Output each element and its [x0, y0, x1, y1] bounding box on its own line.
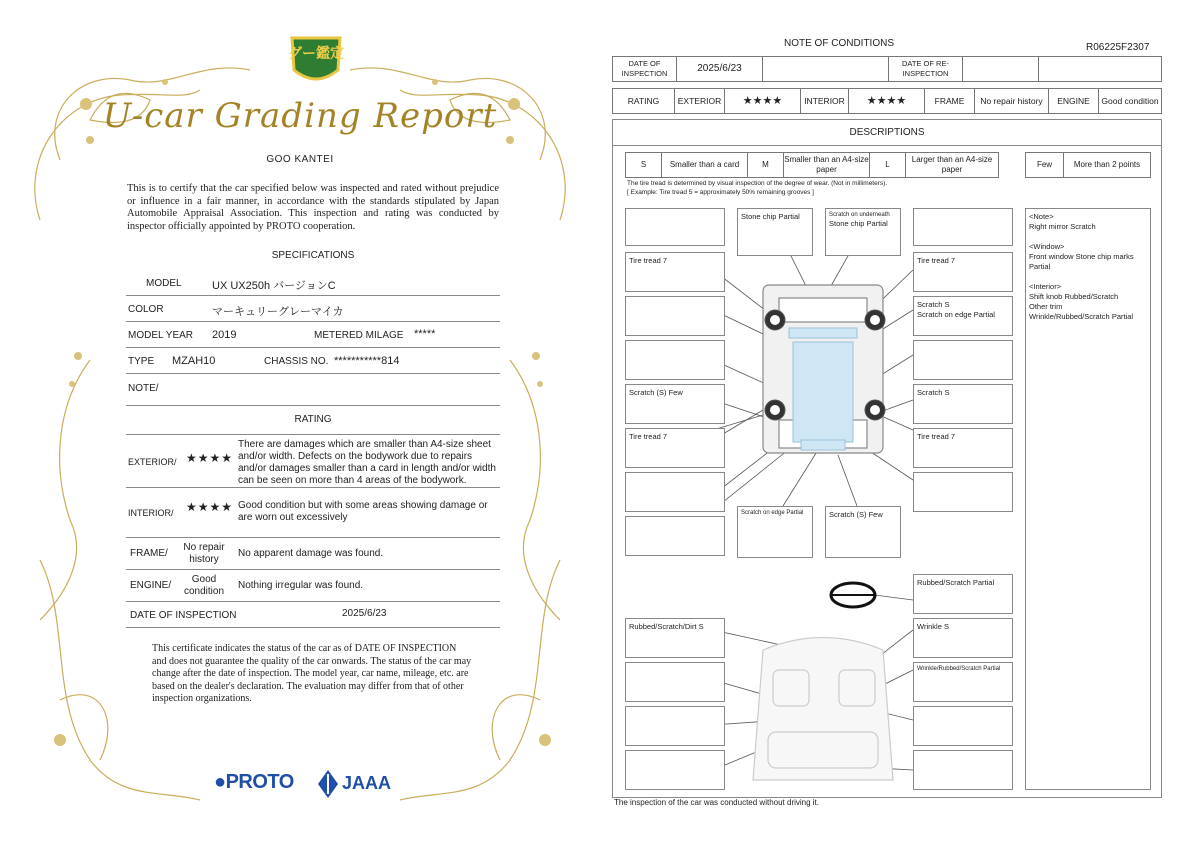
- legend-few-desc: More than 2 points: [1064, 153, 1151, 178]
- specifications-heading: SPECIFICATIONS: [271, 250, 355, 261]
- condition-box: [625, 706, 725, 746]
- condition-box: [913, 706, 1013, 746]
- condition-box: [625, 340, 725, 380]
- condition-box: [913, 750, 1013, 790]
- condition-box: [625, 296, 725, 336]
- condition-box-scratch-few-rear: Scratch (S) Few: [825, 506, 901, 558]
- condition-box: [625, 750, 725, 790]
- note-of-conditions-sheet: [600, 0, 1200, 848]
- engine-row: [126, 570, 500, 602]
- frame-description: No apparent damage was found.: [238, 548, 384, 559]
- frame-label: FRAME: [925, 89, 975, 114]
- condition-box-scratch-right: [913, 296, 1013, 336]
- exterior-stars: ★★★★: [725, 89, 801, 114]
- exterior-description: There are damages which are smaller than A4-size sheet and/or width. Defects on the bodywork due to repairs and/or damages smaller than a card in length and/or width can be seen on more than 4 areas of the bodywork.: [238, 439, 496, 486]
- condition-box: [625, 516, 725, 556]
- model-value: UX UX250h バージョンC: [212, 280, 336, 292]
- model-year-row: [126, 322, 500, 348]
- interior-stars: ★★★★: [186, 500, 234, 514]
- exterior-label: EXTERIOR: [675, 89, 725, 114]
- model-row: [126, 270, 500, 296]
- steering-wheel-icon: [831, 583, 875, 607]
- interior-label: INTERIOR: [801, 89, 849, 114]
- no-driving-note: The inspection of the car was conducted without driving it.: [614, 798, 819, 807]
- color-label: COLOR: [128, 304, 164, 315]
- proto-logo: [214, 771, 294, 794]
- date-of-inspection-row: [126, 602, 500, 628]
- date-of-inspection-value: 2025/6/23: [342, 608, 387, 619]
- rating-summary-table: [612, 88, 1162, 114]
- exterior-rating-row: [126, 434, 500, 488]
- goo-kantei-badge-icon: [288, 32, 344, 90]
- scratch-edge-1: Scratch on edge Partial: [917, 310, 995, 319]
- scratch-underneath-note: Scratch on underneath: [829, 212, 890, 218]
- conditions-title: NOTE OF CONDITIONS: [784, 38, 894, 49]
- notes-box: <Note> Right mirror Scratch <Window> Front window Stone chip marks Partial <Interior> Shift knob Rubbed/Scratch Other trim Wrinkle/Rubbed/Scratch Partial: [1025, 208, 1151, 790]
- model-label: MODEL: [146, 278, 182, 289]
- rating-heading: RATING: [294, 414, 332, 425]
- legend-l-desc: Larger than an A4-size paper: [906, 153, 999, 178]
- metered-milage-label: METERED MILAGE: [314, 330, 404, 341]
- condition-box-scratch-edge-rear: Scratch on edge Partial: [737, 506, 813, 558]
- frame-label: FRAME/: [130, 548, 168, 559]
- engine-label: ENGINE/: [130, 580, 172, 591]
- descriptions-panel: [612, 119, 1162, 798]
- condition-box-scratch-few-left: Scratch (S) Few: [625, 384, 725, 424]
- condition-box-scratch-s-right: Scratch S: [913, 384, 1013, 424]
- empty-cell: [763, 57, 889, 82]
- tire-tread-note-line-2: [ Example: Tire tread 5 = approximately 50% remaining grooves ]: [627, 188, 814, 196]
- scratch-s-1: Scratch S: [917, 300, 950, 309]
- frame-value: No repair history: [975, 89, 1049, 114]
- exterior-label: EXTERIOR/: [128, 457, 177, 467]
- interior-rating-row: [126, 488, 500, 538]
- note-label: NOTE/: [128, 383, 159, 394]
- engine-label: ENGINE: [1049, 89, 1099, 114]
- jaaa-logo-icon: [318, 770, 338, 798]
- report-id: R06225F2307: [1086, 42, 1150, 53]
- interior-description: Good condition but with some areas showing damage or are worn out excessively: [238, 500, 488, 523]
- report-title: U-car Grading Report: [102, 96, 498, 136]
- report-subtitle: GOO KANTEI: [266, 154, 334, 165]
- certificate-footer-note: This certificate indicates the status of the car as of DATE OF INSPECTION and does not guarantee the quality of the car onwards. The status of the car may change after the date of inspection. The model year, car name, mileage, etc. are based on the dealer's declaration. The evaluation may differ from that of other inspection organizations.: [152, 643, 472, 704]
- condition-box: [625, 472, 725, 512]
- legend-few: Few: [1026, 153, 1064, 178]
- type-label: TYPE: [128, 356, 155, 367]
- legend-s-desc: Smaller than a card: [662, 153, 748, 178]
- certify-statement: This is to certify that the car specified below was inspected and rated without prejudice or influence in a fair manner, in accordance with the standards stipulated by Japan Automobile Appraisal Association. This inspection and rating was conducted by inspector officially appointed by PROTO cooperation.: [127, 183, 499, 233]
- jaaa-logo: [318, 770, 394, 798]
- frame-value: No repair history: [183, 542, 225, 565]
- condition-box-stone-chip: Stone chip Partial: [737, 208, 813, 256]
- type-value: MZAH10: [172, 355, 216, 367]
- condition-box: [913, 472, 1013, 512]
- frame-row: [126, 538, 500, 570]
- car-glass: [789, 328, 857, 450]
- condition-box-tire-rl: Tire tread 7: [625, 428, 725, 468]
- legend-m: M: [748, 153, 784, 178]
- date-insp-label: DATE OF INSPECTION: [613, 57, 677, 82]
- interior-stars: ★★★★: [849, 89, 925, 114]
- condition-box-steering: Rubbed/Scratch Partial: [913, 574, 1013, 614]
- engine-description: Nothing irregular was found.: [238, 580, 364, 591]
- date-reinsp-label: DATE OF RE-INSPECTION: [889, 57, 963, 82]
- metered-milage-value: *****: [414, 328, 436, 340]
- model-year-value: 2019: [212, 329, 237, 341]
- rating-label: RATING: [613, 89, 675, 114]
- engine-value: Good condition: [1099, 89, 1162, 114]
- type-row: [126, 348, 500, 374]
- jaaa-logo-text: JAAA: [342, 773, 392, 793]
- stone-chip-underneath: Stone chip Partial: [829, 219, 888, 228]
- empty-cell: [963, 57, 1039, 82]
- date-insp-value: 2025/6/23: [677, 57, 763, 82]
- chassis-label: CHASSIS NO.: [264, 356, 329, 367]
- proto-logo-icon: ●: [214, 771, 226, 793]
- legend-s: S: [626, 153, 662, 178]
- condition-box-tire-fl: Tire tread 7: [625, 252, 725, 292]
- condition-box-tire-fr: Tire tread 7: [913, 252, 1013, 292]
- exterior-stars: ★★★★: [186, 451, 234, 465]
- car-interior-outline: [753, 638, 893, 781]
- engine-value: Good condition: [183, 574, 225, 597]
- badge-text: グー鑑定: [288, 46, 344, 62]
- descriptions-heading: DESCRIPTIONS: [613, 120, 1161, 146]
- condition-box: [913, 340, 1013, 380]
- model-year-label: MODEL YEAR: [128, 330, 194, 341]
- date-of-inspection-label: DATE OF INSPECTION: [130, 610, 237, 621]
- legend-m-desc: Smaller than an A4-size paper: [784, 153, 870, 178]
- interior-label: INTERIOR/: [128, 508, 174, 518]
- proto-logo-text: PROTO: [225, 771, 294, 793]
- condition-box: [913, 208, 1013, 246]
- color-value: マーキュリーグレーマイカ: [212, 306, 344, 318]
- condition-box: [625, 662, 725, 702]
- condition-box-underneath: [825, 208, 901, 256]
- color-row: [126, 296, 500, 322]
- note-row: [126, 374, 500, 406]
- legend-l: L: [870, 153, 906, 178]
- condition-box: [625, 208, 725, 246]
- tire-tread-note-line-1: The tire tread is determined by visual inspection of the degree of wear. (Not in millimeters).: [627, 180, 888, 187]
- condition-box-tire-rr: Tire tread 7: [913, 428, 1013, 468]
- empty-cell: [1039, 57, 1162, 82]
- condition-box-seat: Wrinkle/Rubbed/Scratch Partial: [913, 662, 1013, 702]
- chassis-value: ***********814: [334, 355, 400, 367]
- condition-box-dash: Rubbed/Scratch/Dirt S: [625, 618, 725, 658]
- inspection-dates-table: [612, 56, 1162, 82]
- condition-box-wrinkle: Wrinkle S: [913, 618, 1013, 658]
